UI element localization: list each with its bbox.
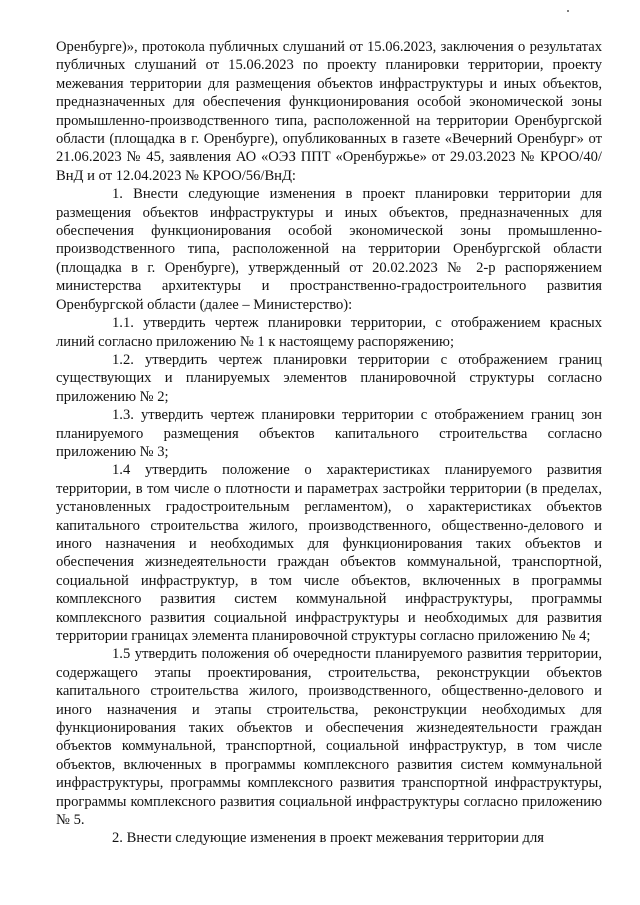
item-1-4-paragraph: 1.4 утвердить положение о характеристиках планируемого развития территории, в том числе о плотности и параметрах застройки территории (в пределах, установленных градостроительным регламентом), о характеристиках объектов капитального строительства жилого, производственного, общественно-делового и иного назначения и необходимых для функционирования таких объектов и обеспечения жизнедеятельности граждан объектов коммунальной, транспортной, социальной инфраструктур, в том числе объектов, включенных в программы комплексного развития систем коммунальной инфраструктуры, программы комплексного развития социальной инфраструктуры и необходимых для развития территории границах элемента планировочной структуры согласно приложению № 4; — [56, 462, 602, 644]
intro-paragraph: Оренбурге)», протокола публичных слушаний от 15.06.2023, заключения о результатах публичных слушаний от 15.06.2023 по проекту планировки территории, проекту межевания территории для размещения объектов инфраструктуры и иных объектов, предназначенных для обеспечения функционирования особой экономической зоны промышленно-производственного типа, расположенной на территории Оренбургской области (площадка в г. Оренбурге), опубликованных в газете «Вечерний Оренбург» от 21.06.2023 № 45, заявления АО «ОЭЗ ППТ «Оренбуржье» от 29.03.2023 № КРОО/40/ВнД и от 12.04.2023 № КРОО/56/ВнД: — [56, 39, 602, 184]
item-1-2-paragraph: 1.2. утвердить чертеж планировки территории с отображением границ существующих и планируемых элементов планировочной структуры согласно приложению № 2; — [56, 351, 602, 405]
item-1-5-paragraph: 1.5 утвердить положения об очередности планируемого развития территории, содержащего этапы проектирования, строительства, реконструкции объектов капитального строительства жилого, производственного, общественно-делового и иного назначения и этапы строительства, реконструкции необходимых для функционирования таких объектов и обеспечения жизнедеятельности граждан объектов коммунальной, транспортной, социальной инфраструктур, в том числе объектов, включенных в программы комплексного развития систем коммунальной инфраструктуры, программы комплексного развития транспортной инфраструктуры, программы комплексного развития социальной инфраструктуры согласно приложению № 5. — [56, 646, 602, 829]
item-1-paragraph: 1. Внести следующие изменения в проект планировки территории для размещения объектов инфраструктуры и иных объектов, предназначенных для обеспечения функционирования особой экономической зоны промышленно-производственного типа, расположенной на территории Оренбургской области (площадка в г. Оренбурге), утвержденный от 20.02.2023 № 2-р распоряжением министерства архитектуры и пространственно-градостроительного развития Оренбургской области (далее – Министерство): — [56, 186, 602, 313]
item-1-3-paragraph: 1.3. утвердить чертеж планировки территории с отображением границ зон планируемого размещения объектов капитального строительства согласно приложению № 3; — [56, 407, 602, 460]
item-2-paragraph: 2. Внести следующие изменения в проект межевания территории для — [112, 830, 544, 847]
page-corner-mark — [567, 10, 569, 12]
item-1-1-paragraph: 1.1. утвердить чертеж планировки территории, с отображением красных линий согласно приложению № 1 к настоящему распоряжению; — [56, 315, 602, 350]
document-body — [56, 38, 602, 848]
